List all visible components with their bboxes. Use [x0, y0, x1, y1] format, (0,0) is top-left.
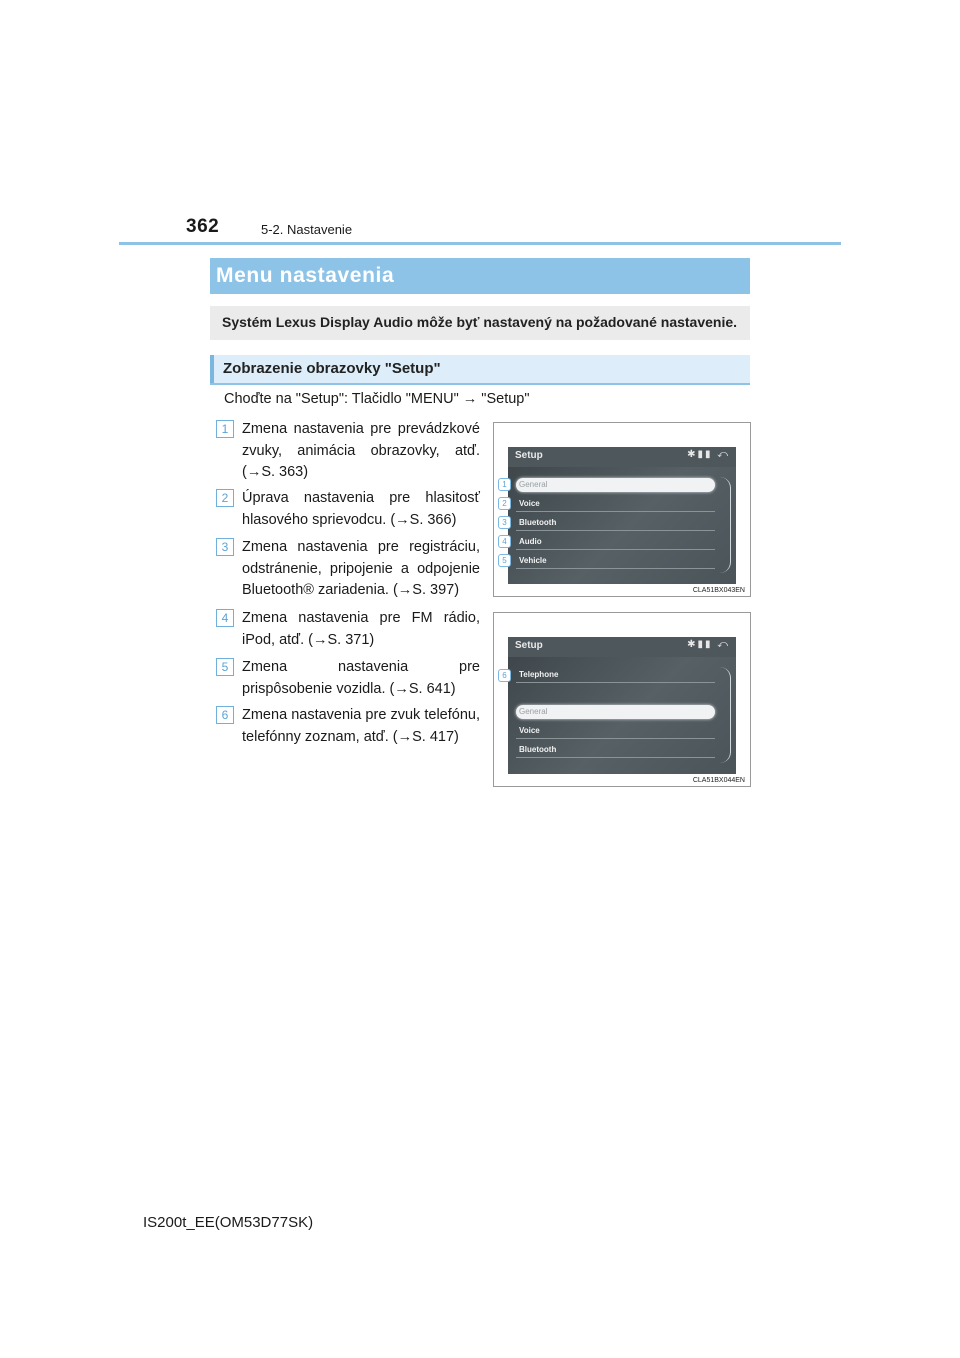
screen-title-bar [508, 637, 736, 657]
item-number-badge: 4 [216, 609, 234, 627]
setup-screenshot-2 [493, 612, 751, 787]
display-screen [508, 447, 736, 584]
callout-marker: 2 [498, 497, 511, 510]
item-text: Zmena nastavenia pre zvuk telefónu, telefónny zoznam, atď. (→S. 417) [242, 707, 480, 745]
instruction-text: Choďte na "Setup": Tlačidlo "MENU" → "Setup" [224, 391, 530, 407]
section-label: 5-2. Nastavenie [261, 222, 353, 237]
status-icons: ✱▮▮ ⤺ [687, 449, 730, 460]
list-item [216, 608, 480, 651]
item-number-badge: 1 [216, 420, 234, 438]
display-screen [508, 637, 736, 774]
item-number-badge: 3 [216, 538, 234, 556]
menu-row-voice[interactable]: Voice [516, 724, 715, 739]
item-text: Zmena nastavenia pre registráciu, odstránenie, pripojenie a odpojenie Bluetooth® zariadenia. (→S. 397) [242, 539, 480, 598]
menu-row-general[interactable]: General [516, 478, 715, 492]
menu-row-audio[interactable]: Audio [516, 535, 715, 550]
subsection-header [210, 355, 750, 385]
status-icons: ✱▮▮ ⤺ [687, 639, 730, 650]
image-code: CLA51BX044EN [692, 777, 745, 784]
menu-row-voice[interactable]: Voice [516, 497, 715, 512]
intro-box [210, 306, 750, 340]
setup-screenshot-1 [493, 422, 751, 597]
item-text: Zmena nastavenia pre prispôsobenie vozidla. (→S. 641) [242, 659, 480, 697]
menu-row-telephone[interactable]: Telephone [516, 668, 715, 683]
menu-row-bluetooth[interactable]: Bluetooth [516, 516, 715, 531]
item-number-badge: 5 [216, 658, 234, 676]
callout-marker: 5 [498, 554, 511, 567]
page-number: 362 [186, 216, 220, 237]
list-item [216, 657, 480, 700]
menu-row-vehicle[interactable]: Vehicle [516, 554, 715, 569]
document-code-footer: IS200t_EE(OM53D77SK) [143, 1214, 314, 1231]
subsection-title: Zobrazenie obrazovky "Setup" [223, 360, 441, 377]
screen-title: Setup [515, 450, 543, 461]
callout-marker: 1 [498, 478, 511, 491]
scroll-arc [720, 477, 731, 573]
callout-marker: 4 [498, 535, 511, 548]
screen-title: Setup [515, 640, 543, 651]
item-text: Zmena nastavenia pre prevádzkové zvuky, animácia obrazovky, atď. (→S. 363) [242, 421, 480, 480]
callout-marker: 6 [498, 669, 511, 682]
scroll-arc [720, 667, 731, 763]
list-item [216, 488, 480, 531]
callout-marker: 3 [498, 516, 511, 529]
menu-row-general[interactable]: General [516, 705, 715, 719]
subsection-accent-bar [210, 355, 214, 383]
section-title-band [210, 258, 750, 294]
item-number-badge: 2 [216, 489, 234, 507]
header-divider [119, 242, 841, 245]
screen-title-bar [508, 447, 736, 467]
list-item [216, 537, 480, 602]
image-code: CLA51BX043EN [692, 587, 745, 594]
intro-text: Systém Lexus Display Audio môže byť nastavený na požadované nastavenie. [222, 314, 738, 330]
item-text: Úprava nastavenia pre hlasitosť hlasového sprievodcu. (→S. 366) [242, 490, 480, 528]
menu-row-bluetooth[interactable]: Bluetooth [516, 743, 715, 758]
list-item [216, 419, 480, 484]
item-text: Zmena nastavenia pre FM rádio, iPod, atď. (→S. 371) [242, 610, 480, 648]
list-item [216, 705, 480, 748]
section-title: Menu nastavenia [216, 264, 395, 287]
item-number-badge: 6 [216, 706, 234, 724]
